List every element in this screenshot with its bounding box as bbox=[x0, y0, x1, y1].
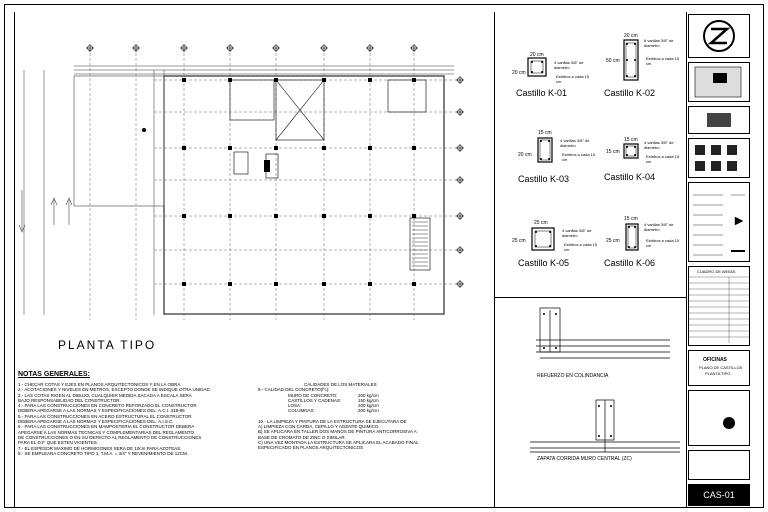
general-notes-list bbox=[18, 382, 254, 456]
note-line: APEGARSE A LAS NORMAS TECNICAS Y COMPLEMENTARIAS DEL REGLAMENTO bbox=[18, 429, 194, 435]
castillo-dim-a: 20 cm bbox=[624, 33, 638, 39]
castillo-dim-b: 25 cm bbox=[512, 238, 526, 244]
plan-title: PLANTA TIPO bbox=[58, 338, 157, 352]
grid-axis-markers-top bbox=[86, 44, 418, 52]
sheet-code: CAS-01 bbox=[703, 490, 735, 500]
castillo-dim-b: 20 cm bbox=[512, 70, 526, 76]
material-name: LOSA: bbox=[288, 403, 302, 409]
note-line: 8.- SE EMPLEARA CONCRETO TIPO 1, T.M.A. = 3/4" Y REVENIMIENTO DE 12CM. bbox=[18, 450, 189, 456]
info-block bbox=[688, 390, 750, 446]
sheet-code-block bbox=[688, 484, 750, 506]
castillo-k05-section bbox=[530, 226, 556, 252]
paint-line: 10.- LA LIMPIEZA Y PINTURA DE LA ESTRUCTURA SE EJECUTARA DE bbox=[258, 418, 407, 424]
castillo-bar-note: 4 varillas 3/8" de diametro bbox=[554, 60, 584, 70]
castillo-dim-b: 50 cm bbox=[606, 58, 620, 64]
castillo-label: Castillo K-02 bbox=[604, 88, 656, 98]
paint-line: B) SE APLICARA EN TALLER DOS MANOS DE PINTURA ANTICORROSIVA A bbox=[258, 429, 417, 435]
refuerzo-caption: REFUERZO EN COLINDANCIA bbox=[537, 373, 609, 379]
note-line: 5.- PARA LAS CONSTRUCCIONES EN ACERO ESTRUCTURAL EL CONSTRUCTOR bbox=[18, 413, 192, 419]
castillo-k06-section bbox=[624, 222, 642, 252]
castillo-dim-a: 20 cm bbox=[530, 52, 544, 58]
paint-line: C) UNA VEZ MONTADA LA ESTRUCTURA SE APLICARA EL ACABADO FINAL bbox=[258, 439, 419, 445]
castillo-stirrup-note: Estribos a cada 15 cm bbox=[556, 74, 590, 84]
material-value: 200 kg/cm bbox=[358, 403, 379, 409]
symbols-grid bbox=[688, 138, 750, 178]
note-line: 3.- LAS COTAS RIGEN AL DIBUJO, CUALQUIER MEDIDA SACADA A ESCALA SERA bbox=[18, 392, 192, 398]
castillo-label: Castillo K-05 bbox=[518, 258, 570, 268]
castillo-label: Castillo K-01 bbox=[516, 88, 568, 98]
material-name: MURO DE CONCRETO: bbox=[288, 392, 338, 398]
logo-block bbox=[688, 14, 750, 58]
castillo-bar-note: 6 varillas 3/8" de diametro bbox=[644, 38, 674, 48]
areas-table bbox=[688, 266, 750, 346]
castillo-dim-a: 15 cm bbox=[624, 137, 638, 143]
materials-notes bbox=[258, 382, 486, 451]
sheet-view: PLANTA TIPO bbox=[705, 371, 731, 376]
title-block bbox=[688, 14, 750, 508]
note-line: PARA EL D.F. QUE ESTEN VIGENTES. bbox=[18, 440, 99, 446]
note-line: 6.- PARA LAS CONSTRUCCIONES EN MAMPOSTERIA EL CONSTRUCTOR DEBERA bbox=[18, 424, 195, 430]
castillo-label: Castillo K-03 bbox=[518, 174, 570, 184]
note-line: 1.- CHECAR COTAS Y EJES EN PLANOS ARQUITECTONICOS Y EN LA OBRA. bbox=[18, 382, 182, 387]
castillo-stirrup-note: Estribos a cada 15 cm bbox=[564, 242, 598, 252]
castillo-stirrup-note: Estribos a cada 15 cm bbox=[646, 56, 680, 66]
castillo-stirrup-note: Estribos a cada 15 cm bbox=[562, 152, 596, 162]
castillo-bar-note: 4 varillas 3/8" de diametro bbox=[644, 222, 674, 232]
sheet-content: PLANO DE CASTILLOS bbox=[699, 365, 743, 370]
paint-line: BASE DE CROMATO DE ZINC O SIMILAR. bbox=[258, 434, 346, 440]
revision-block bbox=[688, 450, 750, 480]
castillo-dim-b: 20 cm bbox=[518, 152, 532, 158]
floor-plan-drawing bbox=[14, 40, 492, 330]
project-name: OFICINAS bbox=[703, 357, 727, 363]
castillo-dim-b: 25 cm bbox=[606, 238, 620, 244]
stairs bbox=[412, 222, 428, 266]
castillo-label: Castillo K-04 bbox=[604, 172, 656, 182]
materials-intro: 9.- CALIDAD DEL CONCRETO(f'c): bbox=[258, 387, 330, 393]
material-name: COLUMNAS: bbox=[288, 408, 315, 414]
castillo-bar-note: 4 varillas 3/8" de diametro bbox=[644, 140, 674, 150]
grid-axis-markers-right bbox=[456, 76, 464, 288]
location-map bbox=[688, 62, 750, 102]
divider-plan-details bbox=[494, 12, 495, 508]
castillo-bar-note: 4 varillas 3/8" de diametro bbox=[560, 138, 590, 148]
notes-heading: NOTAS GENERALES: bbox=[18, 371, 90, 378]
material-value: 200 kg/cm bbox=[358, 392, 379, 398]
street-lines bbox=[24, 70, 164, 315]
castillo-dim-b: 15 cm bbox=[606, 149, 620, 155]
castillo-k03-section bbox=[536, 136, 556, 166]
note-line: 2.- ACOTACIONES Y NIVELES EN METROS, EXCEPTO DONDE SE INDIQUE OTRA UNIDAD. bbox=[18, 387, 211, 393]
castillo-k04-section bbox=[622, 142, 640, 160]
note-line: DE CONSTRUCCIONES O EN SU DEFECTO AL REGLAMENTO DE CONSTRUCCIONES bbox=[18, 434, 202, 440]
zapata-caption: ZAPATA CORRIDA MURO CENTRAL (ZC) bbox=[537, 456, 632, 462]
castillo-bar-note: 4 varillas 3/8" de diametro bbox=[562, 228, 592, 238]
castillo-dim-a: 15 cm bbox=[538, 130, 552, 136]
material-value: 150 kg/cm bbox=[358, 397, 379, 403]
paint-line: A) LIMPIEZA CON CARDA, CEPILLO Y AGENTE QUIMICO. bbox=[258, 424, 380, 430]
project-name-block bbox=[688, 350, 750, 386]
castillo-stirrup-note: Estribos a cada 15 cm bbox=[646, 238, 680, 248]
key-plan bbox=[688, 106, 750, 134]
note-line: 7.- EL ESPESOR MAXIMO DE HORMIGONES SERA DE 10cm PARA AZOTEAS. bbox=[18, 445, 182, 451]
castillo-k01-section bbox=[526, 56, 548, 80]
castillo-k02-section bbox=[622, 38, 642, 84]
divider-details-titleblock bbox=[686, 12, 687, 508]
paint-line: ESPECIFICADO EN PLANOS ARQUITECTONICOS bbox=[258, 445, 364, 451]
materials-heading: CALIDADES DE LOS MATERIALES bbox=[304, 382, 377, 387]
legend-block bbox=[688, 182, 750, 262]
note-line: DEBERA APEGARSE A LAS NORMAS Y ESPECIFICACIONES DEL: A.I.S.C. bbox=[18, 419, 174, 425]
divider-castillos-details bbox=[494, 297, 686, 298]
north-arrow-icon bbox=[689, 15, 749, 57]
areas-table-title: CUADRO DE AREAS bbox=[697, 269, 736, 274]
note-line: BAJO RESPONSABILIDAD DEL CONSTRUCTOR. bbox=[18, 397, 121, 403]
note-line: 4.- PARA LAS CONSTRUCCIONES EN CONCRETO REFORZADO EL CONSTRUCTOR bbox=[18, 403, 197, 409]
castillo-stirrup-note: Estribos a cada 15 cm bbox=[646, 154, 680, 164]
material-value: 200 kg/cm bbox=[358, 408, 379, 414]
castillo-dim-a: 25 cm bbox=[534, 220, 548, 226]
material-name: CASTILLOS Y CADENAS: bbox=[288, 397, 342, 403]
street-arrows bbox=[19, 190, 72, 232]
note-line: DEBERA APEGARSE A LAS NORMAS Y ESPECIFICACIONES DEL: A.C.I. 318-95 bbox=[18, 408, 185, 414]
castillo-dim-a: 15 cm bbox=[624, 216, 638, 222]
castillo-label: Castillo K-06 bbox=[604, 258, 656, 268]
